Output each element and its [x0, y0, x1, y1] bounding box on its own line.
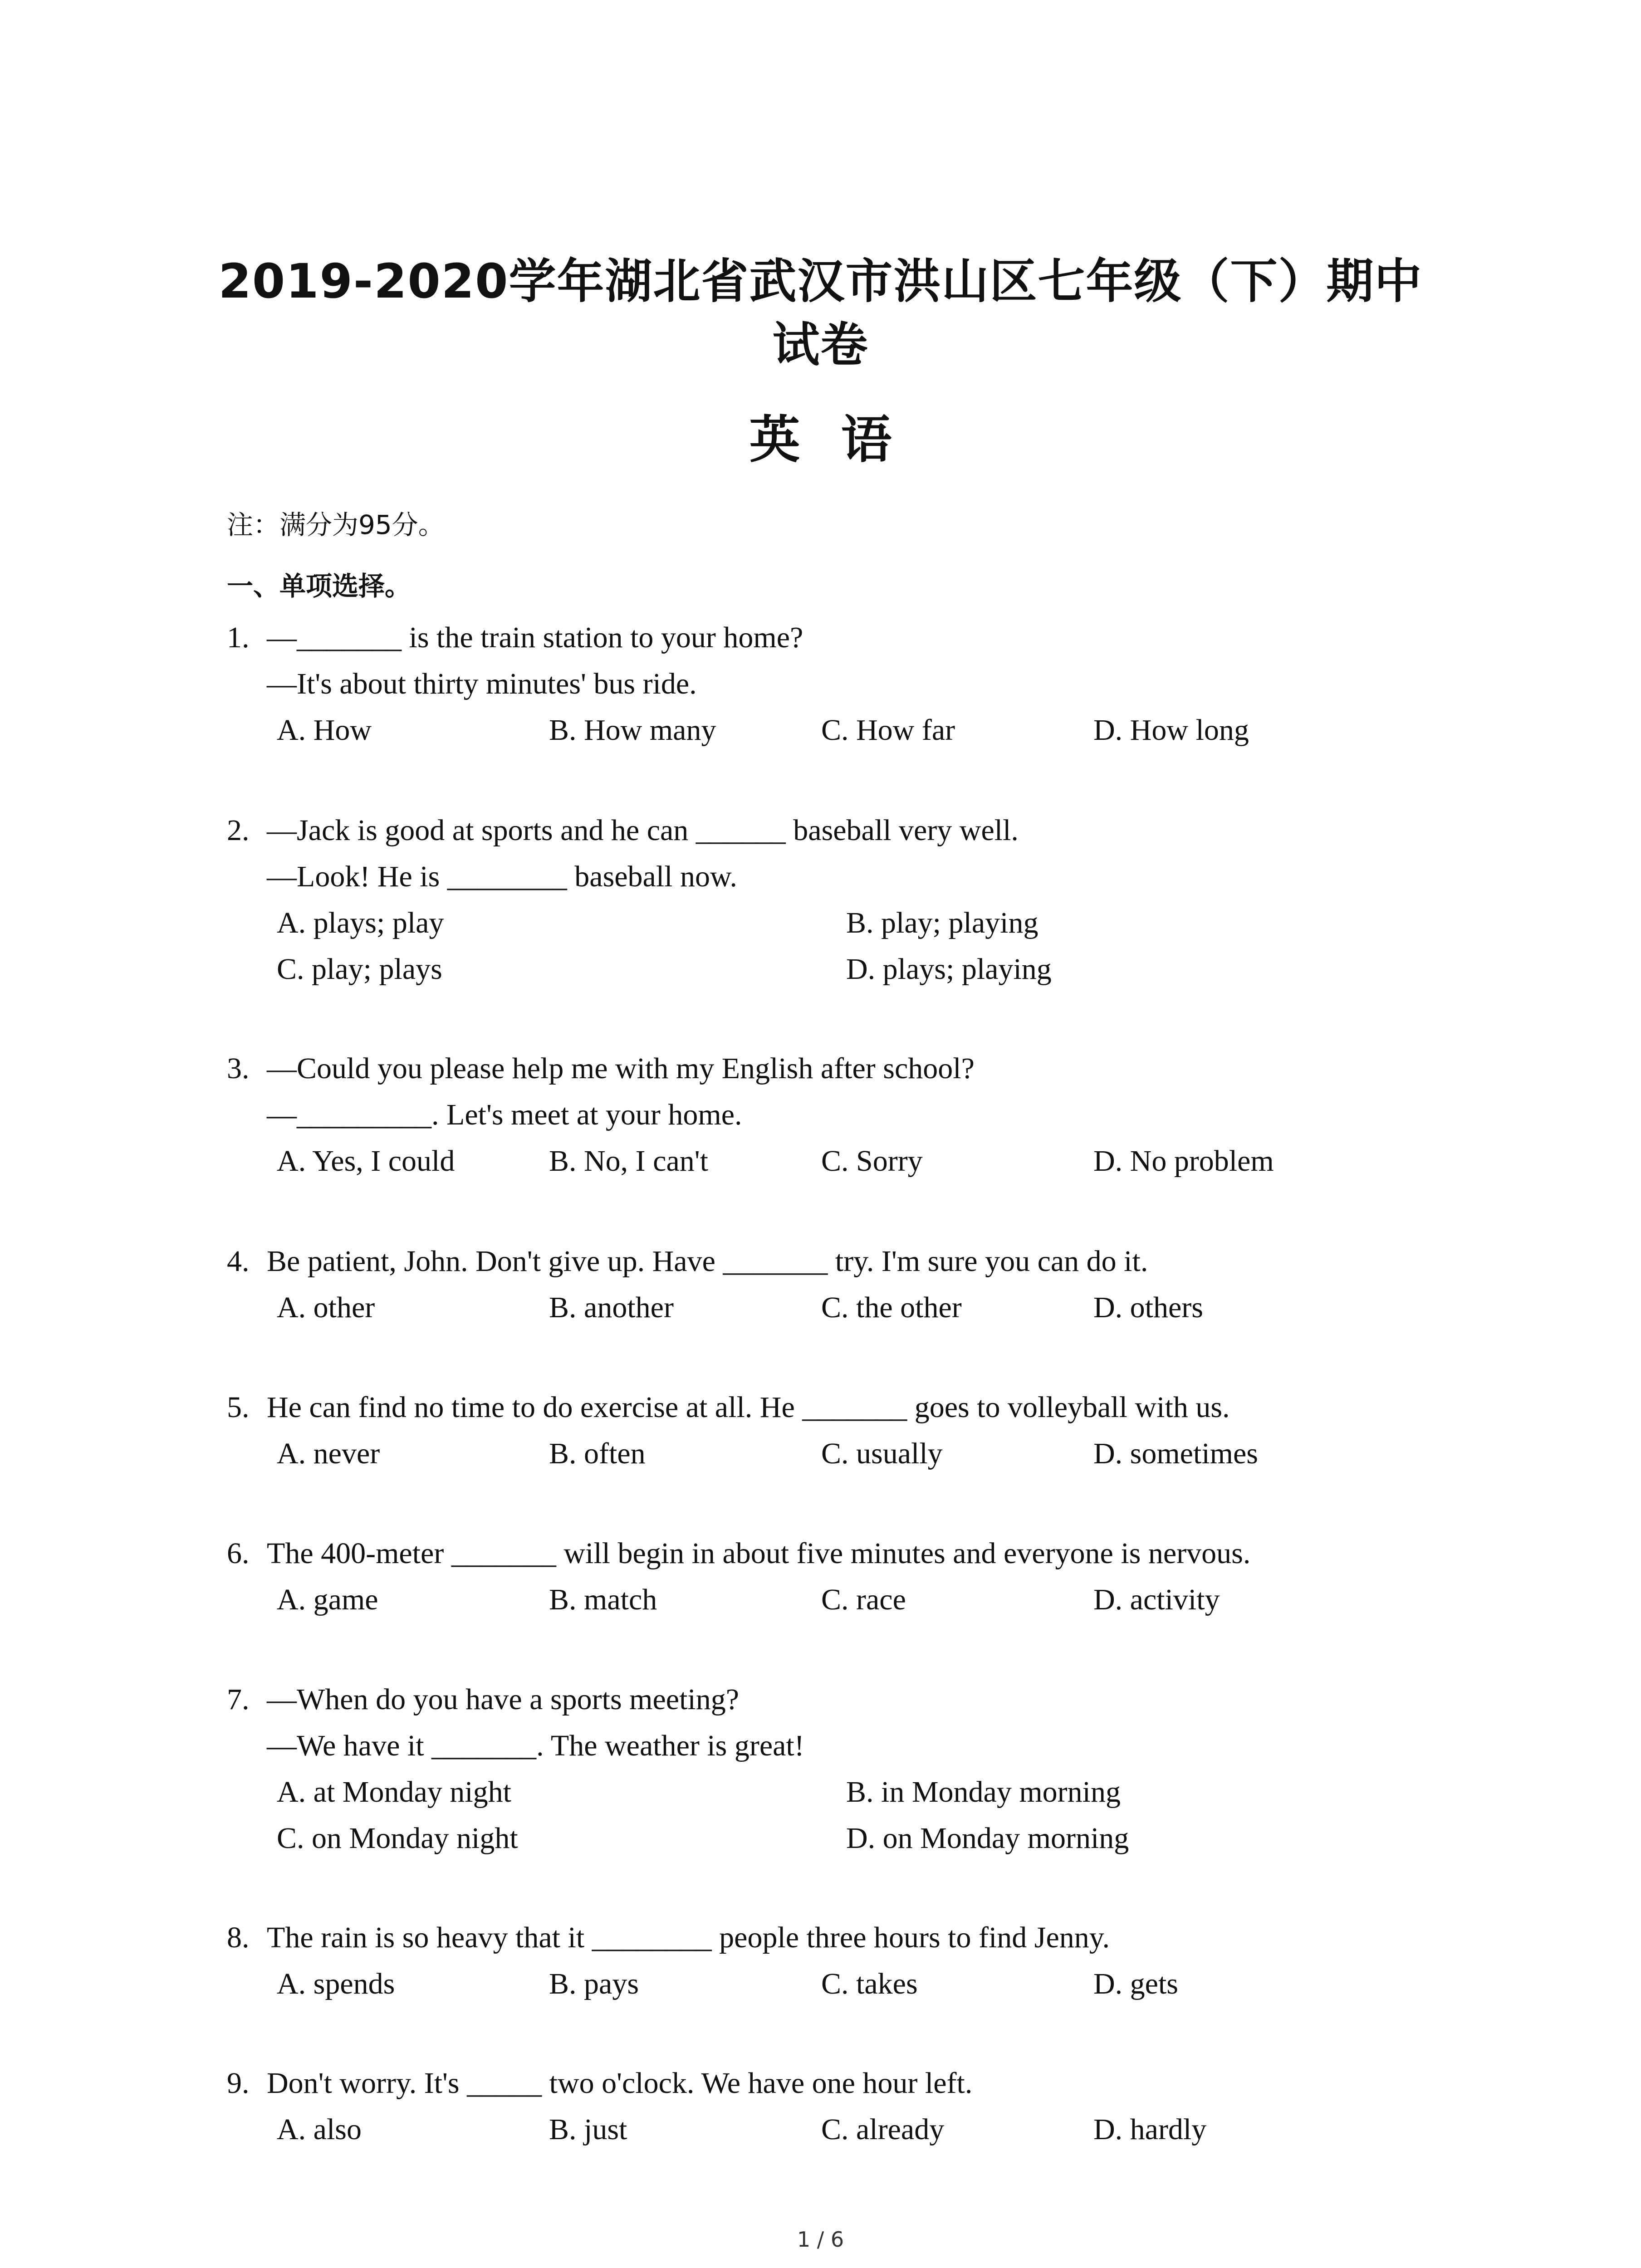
score-note: 注：满分为95分。: [227, 509, 445, 540]
option-b[interactable]: B. play; playing: [846, 906, 1038, 939]
option-a[interactable]: A. How: [277, 714, 372, 747]
option-d[interactable]: D. others: [1093, 1291, 1203, 1324]
option-d[interactable]: D. No problem: [1093, 1144, 1274, 1178]
option-d[interactable]: D. on Monday morning: [846, 1822, 1129, 1855]
question-number: 3.: [227, 1052, 250, 1085]
option-a[interactable]: A. game: [277, 1583, 378, 1616]
option-b[interactable]: B. often: [549, 1437, 646, 1470]
option-a[interactable]: A. Yes, I could: [277, 1144, 455, 1178]
question-7: [227, 1677, 1452, 1862]
question-stem: —When do you have a sports meeting?: [267, 1683, 740, 1716]
question-stem: Don't worry. It's _____ two o'clock. We have one hour left.: [267, 2067, 973, 2100]
option-a[interactable]: A. plays; play: [277, 906, 444, 939]
option-b[interactable]: B. just: [549, 2113, 627, 2146]
exam-title: [0, 249, 1641, 376]
question-number: 5.: [227, 1391, 250, 1424]
question-stem: —Jack is good at sports and he can ______ baseball very well.: [267, 814, 1019, 847]
option-b[interactable]: B. pays: [549, 1967, 639, 2000]
question-number: 6.: [227, 1537, 250, 1570]
option-d[interactable]: D. gets: [1093, 1967, 1178, 2000]
option-c[interactable]: C. usually: [821, 1437, 943, 1470]
question-stem: —_________. Let's meet at your home.: [267, 1098, 742, 1131]
option-a[interactable]: A. other: [277, 1291, 375, 1324]
option-d[interactable]: D. How long: [1093, 714, 1249, 747]
option-b[interactable]: B. another: [549, 1291, 674, 1324]
question-stem: Be patient, John. Don't give up. Have _______ try. I'm sure you can do it.: [267, 1245, 1148, 1278]
question-5: [227, 1384, 1452, 1477]
option-c[interactable]: C. Sorry: [821, 1144, 923, 1178]
section-heading-single-choice: 一、单项选择。: [227, 571, 411, 601]
option-c[interactable]: C. the other: [821, 1291, 962, 1324]
option-a[interactable]: A. never: [277, 1437, 380, 1470]
question-4: [227, 1238, 1452, 1331]
option-d[interactable]: D. sometimes: [1093, 1437, 1258, 1470]
question-stem: —It's about thirty minutes' bus ride.: [267, 667, 697, 700]
option-c[interactable]: C. already: [821, 2113, 945, 2146]
option-d[interactable]: D. activity: [1093, 1583, 1220, 1616]
option-d[interactable]: D. hardly: [1093, 2113, 1207, 2146]
question-6: [227, 1530, 1452, 1623]
option-c[interactable]: C. on Monday night: [277, 1822, 518, 1855]
question-number: 7.: [227, 1683, 250, 1716]
question-3: [227, 1046, 1452, 1184]
exam-title-line1: 2019-2020学年湖北省武汉市洪山区七年级（下）期中: [218, 254, 1423, 309]
option-c[interactable]: C. How far: [821, 714, 955, 747]
option-a[interactable]: A. spends: [277, 1967, 395, 2000]
question-number: 8.: [227, 1921, 250, 1954]
subject-heading: 英语: [749, 411, 933, 469]
question-stem: The 400-meter _______ will begin in about five minutes and everyone is nervous.: [267, 1537, 1251, 1570]
question-1: [227, 615, 1452, 753]
exam-title-line2: 试卷: [772, 317, 869, 372]
question-stem: —Look! He is ________ baseball now.: [267, 860, 737, 893]
question-2: [227, 807, 1452, 992]
option-c[interactable]: C. play; plays: [277, 953, 442, 986]
page-number: 1 / 6: [797, 2227, 844, 2252]
question-stem: —_______ is the train station to your home?: [267, 621, 803, 654]
question-number: 9.: [227, 2067, 250, 2100]
question-number: 2.: [227, 814, 250, 847]
option-a[interactable]: A. also: [277, 2113, 362, 2146]
option-a[interactable]: A. at Monday night: [277, 1775, 511, 1809]
question-8: [227, 1915, 1452, 2007]
question-stem: —Could you please help me with my English after school?: [267, 1052, 975, 1085]
question-number: 4.: [227, 1245, 250, 1278]
option-b[interactable]: B. match: [549, 1583, 657, 1616]
question-stem: The rain is so heavy that it ________ people three hours to find Jenny.: [267, 1921, 1110, 1954]
option-c[interactable]: C. takes: [821, 1967, 918, 2000]
option-b[interactable]: B. No, I can't: [549, 1144, 708, 1178]
question-stem: He can find no time to do exercise at all. He _______ goes to volleyball with us.: [267, 1391, 1230, 1424]
question-stem: —We have it _______. The weather is great!: [267, 1729, 804, 1762]
question-9: [227, 2060, 1452, 2153]
option-b[interactable]: B. in Monday morning: [846, 1775, 1121, 1809]
option-d[interactable]: D. plays; playing: [846, 953, 1052, 986]
question-number: 1.: [227, 621, 250, 654]
option-c[interactable]: C. race: [821, 1583, 906, 1616]
option-b[interactable]: B. How many: [549, 714, 716, 747]
